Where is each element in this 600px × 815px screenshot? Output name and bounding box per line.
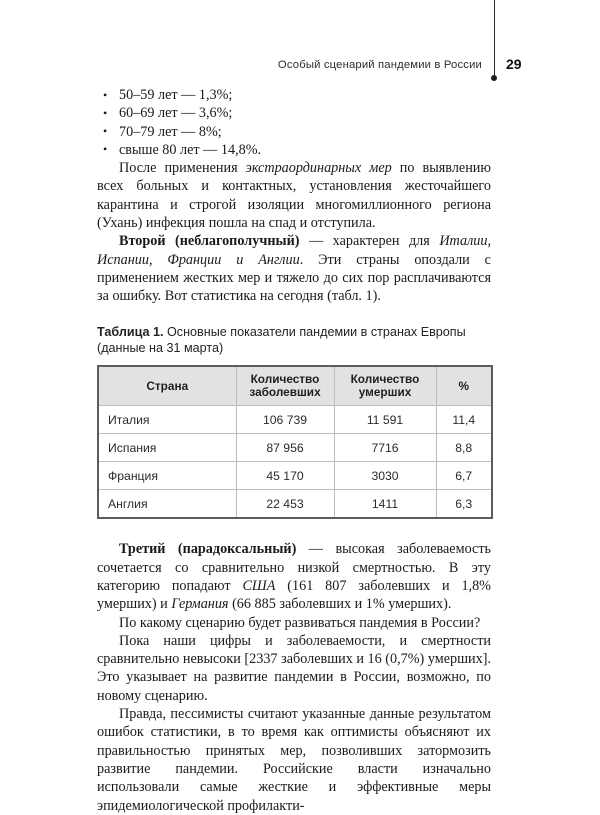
cell-country: Франция bbox=[98, 462, 236, 490]
table-caption bbox=[97, 324, 491, 357]
running-head-dot-icon bbox=[491, 75, 497, 81]
spacer bbox=[97, 356, 491, 365]
cell-deaths: 3030 bbox=[334, 462, 436, 490]
cell-country: Италия bbox=[98, 406, 236, 434]
column-header-percent bbox=[436, 366, 492, 406]
list-item: • свыше 80 лет — 14,8%. bbox=[97, 141, 491, 159]
table-row bbox=[98, 462, 492, 490]
table-body bbox=[98, 406, 492, 519]
cell-cases: 106 739 bbox=[236, 406, 334, 434]
table-header bbox=[98, 366, 492, 406]
cell-percent: 11,4 bbox=[436, 406, 492, 434]
paragraph-second-scenario bbox=[97, 232, 491, 305]
column-header-deaths bbox=[334, 366, 436, 406]
paragraph-text: по выявлению всех больных и контактных, установления жесточайшего карантина и строгой изоляции многомиллионного региона (Ухань) инфекция пошла на спад и отступила. bbox=[97, 160, 491, 232]
paragraph-text: — характерен для bbox=[299, 233, 440, 250]
cell-percent: 6,7 bbox=[436, 462, 492, 490]
emphasis-countries: Италии, Испании, Франции и Англии bbox=[97, 233, 491, 268]
lead-in-third-scenario: Третий (парадоксальный) bbox=[119, 541, 297, 558]
lead-in-second-scenario: Второй (неблагополучный) bbox=[119, 233, 300, 250]
emphasis-extraordinary-measures: экстраординарных мер bbox=[245, 160, 392, 177]
emphasis-germany: Германия bbox=[171, 596, 229, 613]
cell-country: Англия bbox=[98, 490, 236, 519]
table-caption-label: Таблица 1. bbox=[97, 324, 164, 339]
text-column bbox=[97, 86, 491, 815]
paragraph-text: — высокая заболеваемость сочетается со сравнительно низкой смертностью. В эту категорию попадают bbox=[97, 541, 491, 594]
list-item: • 50–59 лет — 1,3%; bbox=[97, 86, 491, 104]
column-header-deaths-line1: Количество bbox=[350, 371, 420, 386]
cell-cases: 22 453 bbox=[236, 490, 334, 519]
column-header-cases-line2: заболевших bbox=[249, 385, 321, 400]
list-item: • 70–79 лет — 8%; bbox=[97, 123, 491, 141]
spacer bbox=[97, 519, 491, 540]
paragraph-third-scenario bbox=[97, 540, 491, 613]
paragraph-text: . Эти страны опоздали с применением жестких мер и тяжело до сих пор расплачиваются за ошибку. Вот статистика на сегодня (табл. 1). bbox=[97, 251, 491, 305]
paragraph-question-russia: По какому сценарию будет развиваться пандемия в России? bbox=[119, 614, 481, 631]
table-header-row bbox=[98, 366, 492, 406]
running-head-title: Особый сценарий пандемии в России bbox=[277, 59, 482, 71]
table-row bbox=[98, 434, 492, 462]
column-header-cases-line1: Количество bbox=[250, 371, 320, 386]
column-header-country bbox=[98, 366, 236, 406]
paragraph-pessimists-optimists: Правда, пессимисты считают указанные данные результатом ошибок статистики, в то время как оптимисты объясняют их правильностью принятых мер, позволивших затормозить развитие пандемии. Российские власти изначально использовали самые жесткие и эффективные меры эпидемиологической профилакти- bbox=[97, 706, 491, 814]
cell-percent: 6,3 bbox=[436, 490, 492, 519]
pandemic-statistics-table bbox=[97, 365, 493, 519]
spacer bbox=[97, 306, 491, 324]
page-number: 29 bbox=[506, 56, 522, 72]
running-head bbox=[0, 0, 600, 86]
table-row bbox=[98, 490, 492, 519]
column-header-country-line1: Страна bbox=[146, 378, 189, 393]
cell-cases: 45 170 bbox=[236, 462, 334, 490]
cell-deaths: 11 591 bbox=[334, 406, 436, 434]
age-mortality-bullet-list bbox=[97, 86, 491, 159]
running-head-vertical-rule bbox=[494, 0, 495, 78]
emphasis-usa: США bbox=[242, 577, 276, 594]
column-header-cases bbox=[236, 366, 334, 406]
table-caption-subtext: (данные на 31 марта) bbox=[97, 340, 224, 355]
cell-deaths: 7716 bbox=[334, 434, 436, 462]
table-row bbox=[98, 406, 492, 434]
paragraph-russia-figures: Пока наши цифры и заболеваемости, и смертности сравнительно невысоки [2337 заболевших и 16 (0,7%) умерших]. Это указывает на развитие пандемии в России, возможно, по новому сценарию. bbox=[97, 632, 491, 704]
paragraph-wuhan-measures bbox=[97, 159, 491, 232]
cell-percent: 8,8 bbox=[436, 434, 492, 462]
cell-deaths: 1411 bbox=[334, 490, 436, 519]
column-header-deaths-line2: умерших bbox=[358, 385, 412, 400]
paragraph-text: (161 807 заболевших и 1,8% умерших) и bbox=[97, 577, 492, 613]
table-caption-text: Основные показатели пандемии в странах Европы bbox=[163, 324, 466, 339]
column-header-percent-line1: % bbox=[458, 378, 469, 393]
cell-cases: 87 956 bbox=[236, 434, 334, 462]
list-item: • 60–69 лет — 3,6%; bbox=[97, 104, 491, 122]
paragraph-text: (66 885 заболевших и 1% умерших). bbox=[228, 596, 452, 613]
cell-country: Испания bbox=[98, 434, 236, 462]
paragraph-text: После применения bbox=[119, 160, 246, 177]
